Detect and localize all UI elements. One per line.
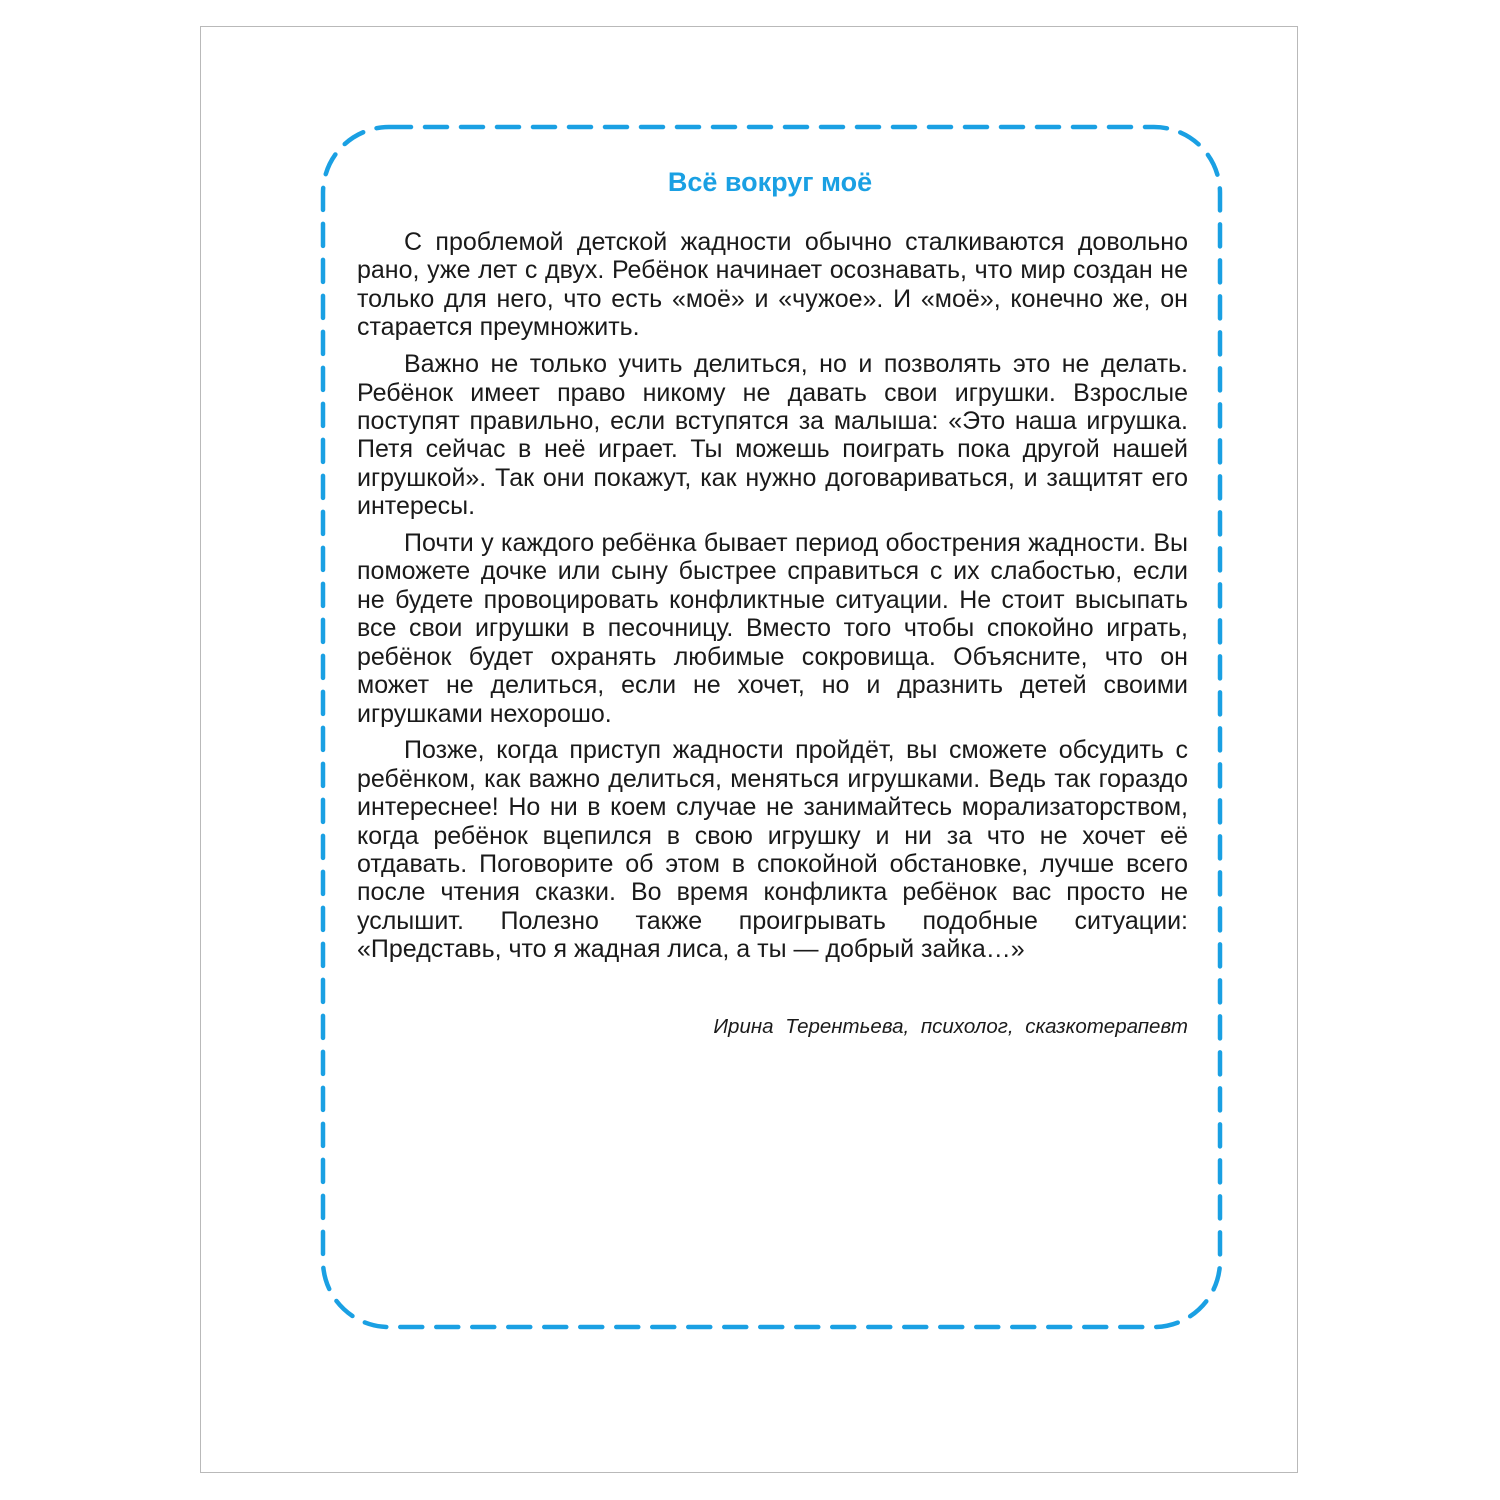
paragraph-4: Позже, когда приступ жадности пройдёт, вы сможете обсудить с ребёнком, как важно делиться, меняться игрушками. Ведь так гораздо интереснее! Но ни в коем случае не занимайтесь морализаторством, когда ребёнок вцепился в свою игрушку и ни за что не хочет её отдавать. Поговорите об этом в спокойной обстановке, лучше всего после чтения сказки. Во время конфликта ребёнок вас просто не услышит. Полезно также проигрывать подобные ситуации: «Представь, что я жадная лиса, а ты — добрый зайка…» [357, 736, 1188, 964]
paragraph-2: Важно не только учить делиться, но и позволять это не делать. Ребёнок имеет право никому не давать свои игрушки. Взрослые поступят правильно, если вступятся за малыша: «Это наша игрушка. Петя сейчас в неё играет. Ты можешь поиграть пока другой нашей игрушкой». Так они покажут, как нужно договариваться, и защитят его интересы. [357, 350, 1188, 521]
paragraph-1: С проблемой детской жадности обычно сталкиваются довольно рано, уже лет с двух. Ребёнок начинает осознавать, что мир создан не только для него, что есть «моё» и «чужое». И «моё», конечно же, он старается преумножить. [357, 228, 1188, 342]
author-signature: Ирина Терентьева, психолог, сказкотерапевт [713, 1015, 1188, 1038]
article-title: Всё вокруг моё [667, 167, 873, 197]
paragraph-3: Почти у каждого ребёнка бывает период обострения жадности. Вы поможете дочке или сыну быстрее справиться с их слабостью, если не будете провоцировать конфликтные ситуации. Не стоит высыпать все свои игрушки в песочницу. Вместо того чтобы спокойно играть, ребёнок будет охранять любимые сокровища. Объясните, что он может не делиться, если не хочет, но и дразнить детей своими игрушками нехорошо. [357, 529, 1188, 728]
article-body [357, 228, 1188, 972]
